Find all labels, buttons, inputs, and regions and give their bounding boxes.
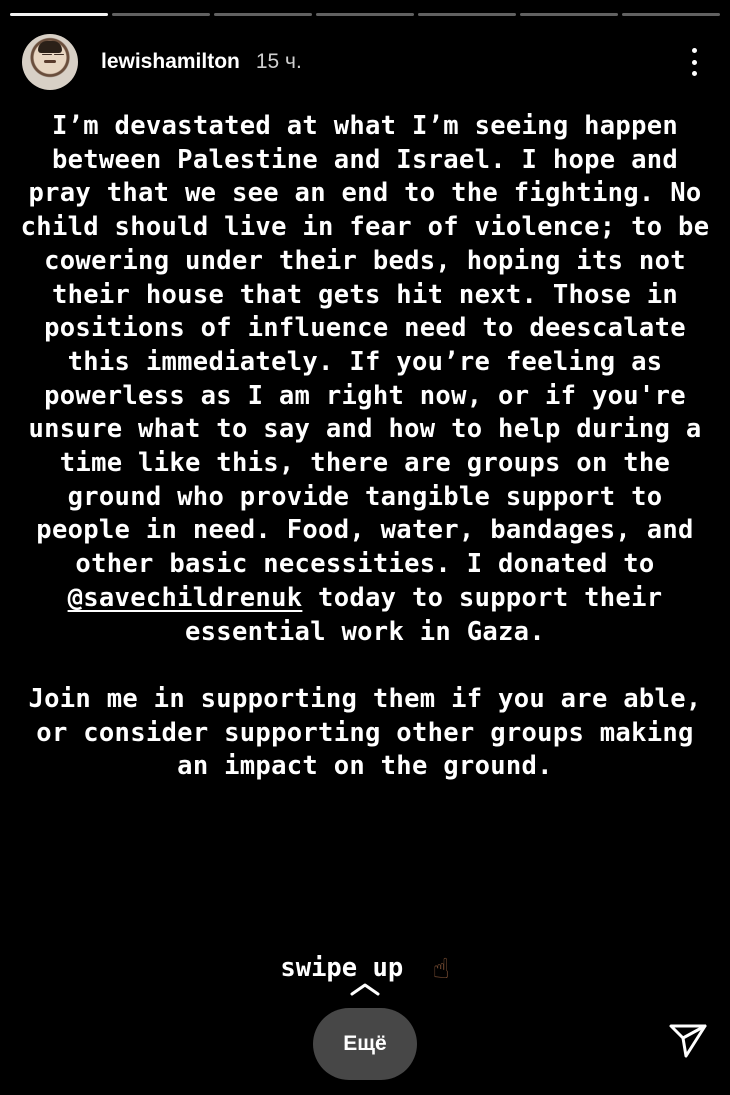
chevron-up-icon[interactable] xyxy=(350,982,380,996)
swipe-up-cta[interactable] xyxy=(0,950,730,983)
more-button-label: Ещё xyxy=(343,1032,387,1055)
swipe-up-label: swipe up xyxy=(280,953,404,983)
story-progress xyxy=(10,13,720,16)
caption-text: today to support their essential work in Gaza. xyxy=(184,582,663,647)
story-time: 15 ч. xyxy=(255,50,302,73)
username[interactable]: lewishamilton xyxy=(101,50,240,73)
progress-segment-6 xyxy=(520,13,618,16)
progress-segment-2 xyxy=(112,13,210,16)
progress-segment-5 xyxy=(418,13,516,16)
send-icon[interactable] xyxy=(668,1020,708,1060)
caption-paragraph-1 xyxy=(14,110,716,649)
progress-segment-7 xyxy=(622,13,720,16)
progress-segment-3 xyxy=(214,13,312,16)
story-caption xyxy=(14,110,716,784)
pointing-up-hand-icon: ☝ xyxy=(432,952,450,985)
caption-paragraph-2: Join me in supporting them if you are able, or consider supporting other groups making an impact on the ground. xyxy=(28,683,702,782)
mention-link[interactable]: @savechildrenuk xyxy=(67,582,303,613)
more-button[interactable] xyxy=(313,1008,417,1080)
progress-segment-1 xyxy=(10,13,108,16)
caption-text: I’m devastated at what I’m seeing happen between Palestine and Israel. I hope and pray that we see an end to the fighting. No child should live in fear of violence; to be cowering under their beds, hoping its not their house that gets hit next. Those in positions of influence need to deescalate this immediately. If you’re feeling as powerless as I am right now, or if you're unsure what to say and how to help during a time like this, there are groups on the ground who provide tangible support to people in need. Food, water, bandages, and other basic necessities. I donated to xyxy=(20,111,710,580)
progress-segment-4 xyxy=(316,13,414,16)
profile-avatar[interactable] xyxy=(22,34,78,90)
story-header xyxy=(22,34,708,90)
more-options-icon[interactable] xyxy=(684,48,704,76)
